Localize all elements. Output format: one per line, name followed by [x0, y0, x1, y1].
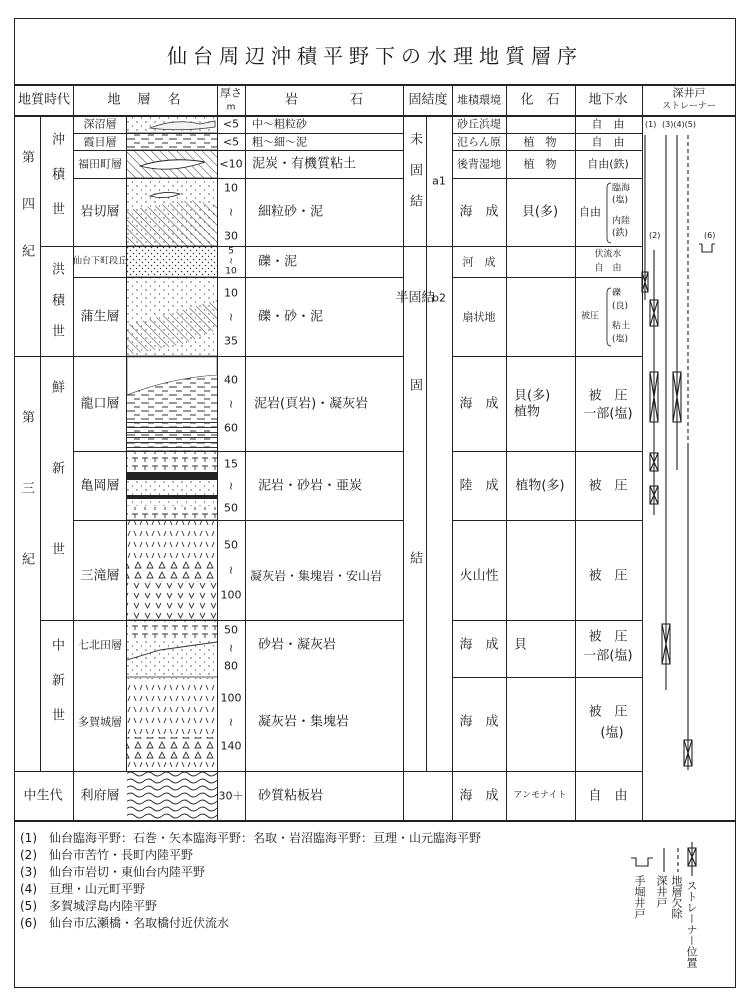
layer-thickness-sep: ≀ [228, 310, 234, 324]
layer-groundwater: 伏流水 [594, 249, 622, 260]
layer-environment: 海 成 [459, 788, 499, 804]
layer-groundwater-2: (塩) [600, 725, 624, 741]
header-formation: 地 層 名 [107, 92, 183, 108]
layer-environment: 河 成 [462, 255, 496, 269]
layer-fossil-2: 植物 [514, 404, 541, 420]
header-rock: 岩 石 [284, 92, 364, 108]
header-fossil: 化 石 [520, 92, 560, 108]
layer-thickness-sep: ≀ [228, 479, 234, 493]
footnote: (5) 多賀城浮島内陸平野 [20, 899, 157, 913]
legend-strainer: ストレーナー位置 [685, 880, 698, 968]
layer-fossil: 貝(多) [514, 388, 551, 404]
layer-name: 仙台下町段丘 [72, 256, 128, 267]
layer-rock: 礫・泥 [258, 254, 298, 270]
layer-thickness-sep: ≀ [228, 563, 234, 577]
layer-groundwater: 自 由 [591, 135, 625, 149]
consolidation-unconsolidated: 未固結 [407, 132, 422, 225]
header-consolidation: 固結度 [408, 92, 448, 108]
layer-groundwater-2: 自 由 [594, 263, 622, 274]
well-label: (1) [645, 120, 657, 129]
layer-environment: 海 成 [459, 637, 499, 653]
layer-fossil: 植 物 [523, 157, 557, 171]
header-well: 深井戸 [672, 86, 706, 100]
epoch-miocene: 中新世 [49, 638, 64, 743]
layer-environment: 火山性 [459, 568, 499, 584]
layer-thickness-bottom: 80 [224, 659, 238, 673]
well-label: (2) [649, 231, 661, 240]
dug-well-symbol [631, 858, 653, 866]
period-tertiary: 第三紀 [19, 410, 34, 623]
layer-thickness-top: 10 [224, 181, 238, 195]
period-quaternary: 第四紀 [19, 150, 34, 291]
layer-groundwater: 自 由 [591, 117, 625, 131]
well-label: (6) [704, 231, 716, 240]
legend-deep-well: 深井戸 [655, 875, 668, 908]
layer-groundwater-2: 一部(塩) [583, 406, 633, 422]
footnote: (3) 仙台市岩切・東仙台内陸平野 [20, 865, 205, 879]
layer-thickness: 30＋ [218, 789, 244, 803]
layer-thickness: <5 [222, 135, 240, 149]
consolidation-b2: b2 [432, 291, 446, 305]
layer-groundwater: 被 圧 [588, 388, 628, 404]
layer-name: 七北田層 [78, 638, 122, 652]
groundwater-note: (塩) [612, 334, 629, 345]
groundwater-note: (良) [612, 301, 629, 312]
layer-thickness-top: 10 [224, 286, 238, 300]
layer-fossil: 植物(多) [515, 478, 565, 494]
layer-thickness-sep: ≀ [228, 641, 234, 655]
layer-rock: 中～粗粒砂 [252, 117, 307, 131]
well-label: (3)(4)(5) [662, 120, 696, 129]
footnote: (6) 仙台市広瀬橋・名取橋付近伏流水 [20, 916, 229, 930]
layer-environment: 扇状地 [462, 310, 496, 324]
layer-thickness-sep: ≀ [228, 397, 234, 411]
layer-thickness-top: 40 [224, 373, 238, 387]
legend-dug-well: 手堀井戸 [633, 875, 646, 919]
layer-groundwater: 被圧 [580, 311, 600, 322]
layer-name: 深沼層 [83, 117, 117, 131]
consolidation-semi: 半固結 [395, 290, 435, 306]
layer-rock: 粗～細～泥 [252, 135, 307, 149]
layer-thickness-sep: ≀ [229, 256, 233, 267]
layer-rock: 砂質粘板岩 [258, 788, 324, 804]
layer-name: 亀岡層 [80, 478, 120, 494]
layer-thickness-top: 15 [224, 457, 238, 471]
header-era: 地質時代 [17, 92, 71, 108]
groundwater-note: 礫 [612, 288, 622, 299]
period-mesozoic: 中生代 [23, 788, 63, 804]
layer-groundwater: 被 圧 [588, 629, 628, 645]
layer-rock: 凝灰岩・集塊岩・安山岩 [250, 569, 383, 583]
layer-rock: 礫・砂・泥 [258, 309, 324, 325]
layer-name: 多賀城層 [78, 715, 122, 729]
layer-name: 利府層 [80, 788, 120, 804]
layer-environment: 陸 成 [459, 478, 499, 494]
layer-fossil: 貝 [514, 637, 528, 653]
layer-environment: 砂丘浜堤 [457, 117, 501, 131]
layer-thickness-top: 100 [220, 691, 242, 705]
groundwater-note: 内陸 [612, 216, 631, 227]
layer-fossil: 貝(多) [521, 204, 559, 220]
layer-thickness-bottom: 35 [224, 334, 238, 348]
layer-thickness-bottom: 140 [220, 739, 242, 753]
footnote: (1) 仙台臨海平野：石巻・矢本臨海平野：名取・岩沼臨海平野：亘理・山元臨海平野 [20, 831, 482, 845]
layer-environment: 後背湿地 [457, 157, 501, 171]
epoch-diluvium: 洪積世 [49, 262, 64, 355]
layer-rock: 泥岩(頁岩)・凝灰岩 [254, 396, 369, 412]
layer-thickness-bottom: 10 [225, 266, 237, 277]
header-groundwater: 地下水 [588, 92, 628, 108]
layer-thickness-top: 50 [224, 623, 238, 637]
groundwater-note: 粘土 [612, 321, 631, 332]
groundwater-note: (鉄) [612, 228, 629, 239]
layer-name: 岩切層 [80, 204, 120, 220]
layer-thickness-sep: ≀ [228, 715, 234, 729]
layer-environment: 氾らん原 [457, 135, 501, 149]
layer-rock: 凝灰岩・集塊岩 [258, 714, 350, 730]
layer-thickness: <10 [219, 157, 243, 171]
layer-name: 蒲生層 [80, 309, 120, 325]
groundwater-note: (塩) [612, 195, 629, 206]
header-thickness-unit: m [226, 102, 236, 113]
layer-rock: 細粒砂・泥 [258, 204, 324, 220]
footnote: (2) 仙台市苦竹・長町内陸平野 [20, 848, 193, 862]
layer-environment: 海 成 [459, 714, 499, 730]
layer-fossil: 植 物 [523, 135, 557, 149]
header-well-sub: ストレーナー [661, 101, 717, 112]
layer-fossil: アンモナイト [513, 790, 567, 801]
layer-name: 三滝層 [80, 568, 120, 584]
header-environment: 堆積環境 [457, 93, 501, 107]
layer-groundwater: 被 圧 [588, 568, 628, 584]
layer-groundwater: 被 圧 [588, 704, 628, 720]
layer-groundwater: 被 圧 [588, 478, 628, 494]
layer-thickness-sep: ≀ [228, 205, 234, 219]
epoch-pliocene: 鮮新世 [49, 380, 64, 623]
epoch-alluvium: 沖積世 [49, 132, 64, 237]
page-title: 仙台周辺沖積平野下の水理地質層序 [167, 44, 583, 68]
layer-thickness-bottom: 50 [224, 501, 238, 515]
layer-rock: 泥炭・有機質粘土 [252, 156, 357, 172]
layer-rock: 泥岩・砂岩・亜炭 [258, 478, 363, 494]
layer-name: 霞目層 [83, 135, 117, 149]
layer-environment: 海 成 [459, 204, 499, 220]
layer-rock: 砂岩・凝灰岩 [258, 637, 337, 653]
legend-missing: 地層欠除 [670, 875, 683, 919]
layer-thickness: <5 [222, 117, 240, 131]
layer-environment: 海 成 [459, 396, 499, 412]
header-thickness: 厚さ [220, 86, 242, 100]
layer-groundwater: 自 由 [588, 788, 628, 804]
layer-thickness-bottom: 100 [220, 588, 242, 602]
layer-name: 龍口層 [80, 396, 120, 412]
layer-groundwater: 自由 [579, 205, 601, 219]
layer-thickness-top: 50 [224, 538, 238, 552]
layer-name: 福田町層 [78, 157, 122, 171]
layer-groundwater-2: 一部(塩) [583, 648, 633, 664]
layer-thickness-top: 5 [228, 246, 234, 257]
consolidation-a1: a1 [432, 174, 446, 188]
footnote: (4) 亘理・山元町平野 [20, 882, 145, 896]
consolidation-consolidated: 固結 [407, 378, 422, 724]
layer-thickness-bottom: 30 [224, 229, 238, 243]
layer-thickness-bottom: 60 [224, 421, 238, 435]
layer-groundwater: 自由(鉄) [587, 157, 629, 171]
groundwater-note: 臨海 [612, 183, 631, 194]
